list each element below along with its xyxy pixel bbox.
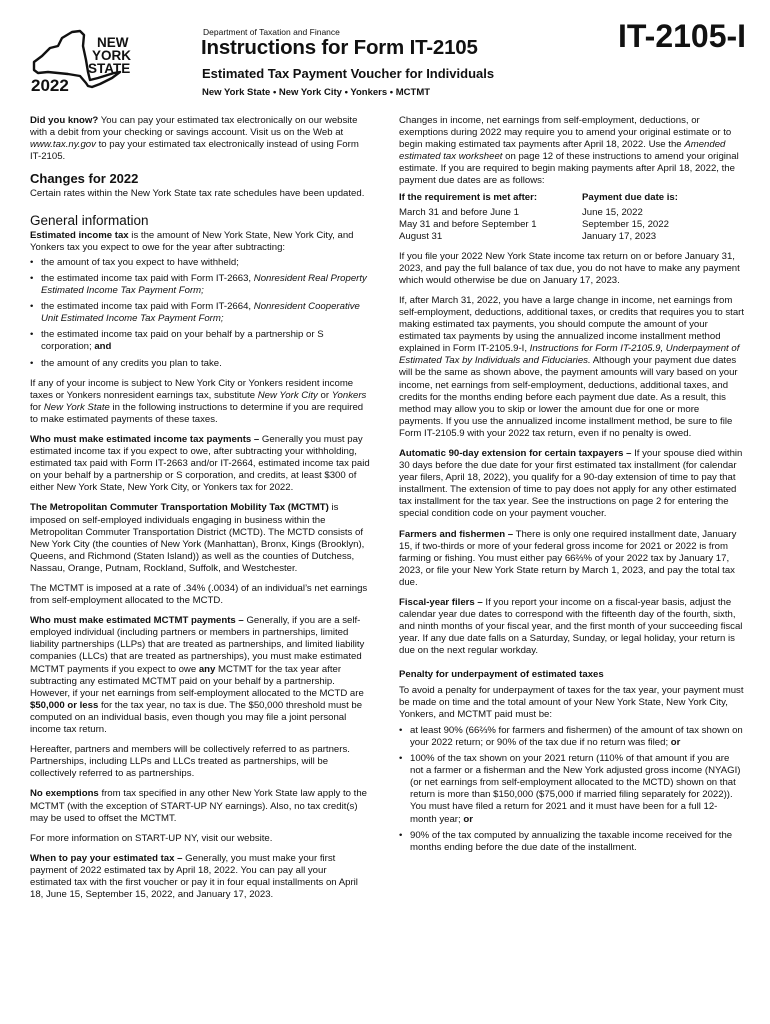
who-must-pay-mctmt-paragraph [30,615,370,736]
who-must-pay-paragraph [30,434,370,494]
list-item-or: or [670,736,681,748]
due-date-table [399,192,678,243]
website-link[interactable]: www.tax.ny.gov [30,139,96,151]
penalty-paragraph: To avoid a penalty for underpayment of taxes for the tax year, your payment must be made on time and the total amount of your New York State, New York City, Yonkers, and MCTMT paid must be: [399,684,744,720]
table-cell-due: June 15, 2022 [582,206,643,218]
logo-state: STATE [88,61,131,76]
page-title: Instructions for Form IT-2105 [201,36,478,59]
list-item-or: or [463,813,473,825]
who-must-pay-text: Generally you must pay estimated income tax if you expect to owe, after subtracting your withholding, estimated tax paid with Form IT-2663 and/or IT-2664, estimated income tax paid on your behalf by a partnership or S corporation, and credits, at least $300 of either New York State, New York City, or Yonkers tax for 2022. [30,433,370,494]
did-you-know-text: You can pay your estimated tax electronically on our website with a debit from your checking or savings account. Visit us on the Web at [30,115,358,139]
subtractions-list [30,257,370,370]
list-item [30,329,370,353]
annualized-text: If, after March 31, 2022, you have a large change in income, net earnings from self-employment, deductions, additional taxes, or credits that requires you to start making estimated tax payments, you should compute the amount of your estimated tax payments by using the annualized income installment method explained in Form IT-2105.9-I, [399,294,745,355]
jurisdiction-mctmt: MCTMT [395,87,431,98]
annualized-text: Although your payment due dates will be the same as shown above, the payment amounts will vary based on your income, net earnings from self-employment, deductions, additional taxes, and credits for the months ending before each payment due date. As a result, this method may allow you to skip or lower the amount due for one or more payments. If you use the annualized income installment method, be sure to file Form IT-2105.9 with your 2022 tax return, even if no penalty is owed. [399,355,738,439]
table-row [399,231,678,243]
list-item-text: the estimated income tax paid on your behalf by a partnership or S corporation; [41,329,324,353]
substitute-text: If any of your income is subject to New York City or Yonkers resident income taxes or Yonkers nonresident earnings tax, substitute [30,377,354,401]
farmers-text: There is only one required installment date, January 15, if two-thirds or more of your federal gross income for 2021 or 2022 is from farming or fishing. You must either pay 66⅔% of your 2022 tax by January 17, 2023, or file your New York State return by March 1, 2023, and pay the total tax due. [399,528,737,588]
did-you-know-lead: Did you know? [30,115,99,126]
substitute-text: in the following instructions to determine if you are required to make estimated payments of these taxes. [30,401,364,425]
table-header-row [399,192,678,207]
automatic-extension-paragraph [399,448,744,521]
no-exemptions-lead: No exemptions [30,788,99,800]
list-item [30,301,370,325]
who-mctmt-threshold: $50,000 or less [30,699,99,711]
list-item-text: the estimated income tax paid with Form IT-2663, [41,272,254,284]
bullet-icon: • [389,87,394,98]
table-cell-due: September 15, 2022 [582,218,669,230]
eit-lead: Estimated income tax [30,229,129,241]
changes-text: Changes in income, net earnings from self-employment, deductions, or exemptions during 2022 may require you to amend your original estimate or to begin making estimated tax payments after April 18, 2022. Use the [399,115,732,151]
eit-text: is the amount of New York State, New York City, and Yonkers tax you expect to owe for the year after subtracting: [30,229,354,253]
estimated-income-tax-paragraph [30,230,370,254]
bullet-icon: • [344,87,348,98]
list-item: • the amount of any credits you plan to take. [30,358,370,370]
no-exemptions-paragraph [30,788,370,824]
bullet-icon: • [272,87,277,98]
who-mctmt-text: MCTMT for the tax year after subtracting any estimated MCTMT paid on your behalf by a partnership. However, if your net earnings from self-employment allocated to the MCTD are [30,663,364,699]
changes-in-income-paragraph [399,115,744,188]
list-item [399,753,744,826]
jurisdictions-line [202,87,430,98]
changes-text: on page 12 of these instructions to amend your original estimate. If you are required to begin making payments after April 18, 2022, the payment due dates are as follows: [399,151,739,187]
automatic-extension-lead: Automatic 90-day extension for certain taxpayers – [399,447,632,459]
list-item-and: and [94,341,112,353]
fiscal-year-text: If you report your income on a fiscal-year basis, adjust the calendar year due dates to correspond with the fifteenth day of the fourth, sixth, and ninth months of your fiscal year, and the first month of your succeeding fiscal year. If any due date falls on a Saturday, Sunday, or legal holiday, your return is due on the next regular workday. [399,597,743,657]
changes-heading: Changes for 2022 [30,171,139,187]
table-cell-after: May 31 and before September 1 [399,218,537,230]
substitute-ital: New York City [257,389,318,401]
table-header-requirement: If the requirement is met after: [399,191,538,203]
substitute-paragraph [30,378,370,426]
logo-york: YORK [92,48,132,63]
startup-ny-paragraph: For more information on START-UP NY, visit our website. [30,832,273,844]
list-item-text: at least 90% (66⅔% for farmers and fishermen) of the amount of tax shown on your 2022 return; or 90% of the tax due if no return was filed; [410,724,743,748]
department-name: Department of Taxation and Finance [203,27,340,37]
partners-paragraph: Hereafter, partners and members will be collectively referred to as partners. Partnerships, including LLPs and LLCs treated as partnerships, will be collectively referred to as partnerships. [30,744,350,780]
substitute-ital: Yonkers [331,389,367,401]
mctmt-text: is imposed on self-employed individuals engaging in business within the Metropolitan Commuter Transportation District (MCTD). The MCTD consists of New York City (the counties of New York (Manhattan), Bronx, Kings (Brooklyn), Queens, and Richmond (Staten Island)) as well as the counties of Dutchess, Nassau, Orange, Putnam, Rockland, Suffolk, and Westchester. [30,502,365,574]
table-cell-after: August 31 [399,230,443,242]
automatic-extension-text: If your spouse died within 30 days before the due date for your first estimated tax installment (for calendar year filers, April 18, 2022), you qualify for a 90-day extension of time to pay that installment. The extension of time to pay does not apply for any other estimated tax installment for the tax year. See the instructions on page 2 for entering the special condition code on your payment voucher. [399,447,743,520]
form-title: Nonresident Real Property Estimated Income Tax Payment Form; [41,272,367,297]
penalty-list [399,725,744,854]
form-code: IT-2105-I [618,18,747,54]
no-exemptions-text: from tax specified in any other New York State law apply to the MCTMT (with the exception of START-UP NY earnings). Also, no tax credit(s) may be used to offset the MCTMT. [30,788,368,824]
form-title: Nonresident Cooperative Unit Estimated Income Tax Payment Form; [41,301,360,325]
did-you-know-text-end: to pay your estimated tax electronically instead of using Form IT-2105. [30,139,359,163]
when-to-pay-lead: When to pay your estimated tax – [30,852,183,864]
page-subtitle: Estimated Tax Payment Voucher for Individuals [202,66,495,81]
changes-paragraph: Certain rates within the New York State tax rate schedules have been updated. [30,188,365,200]
penalty-heading: Penalty for underpayment of estimated taxes [399,669,604,681]
fiscal-year-lead: Fiscal-year filers – [399,597,483,608]
file-early-paragraph: If you file your 2022 New York State income tax return on or before January 31, 2023, and pay the full balance of tax due, you do not have to make any payment which would otherwise be due on January 17, 2023. [399,250,740,286]
table-header-due-date: Payment due date is: [582,191,678,203]
worksheet-title: Amended estimated tax worksheet [399,139,726,163]
who-mctmt-text: for the tax year, no tax is due. The $50,000 threshold must be computed on an individual basis, even though you may file a joint personal income tax return. [30,699,363,736]
who-mctmt-any: any [198,663,216,675]
substitute-text: for [30,401,44,413]
list-item-text: 100% of the tax shown on your 2021 return (110% of that amount if you are not a farmer or a fisherman and the New York adjusted gross income (NYAGI) (or net earnings from self-employment allocated to the MCTD) shown on that return is more than $150,000 ($75,000 if married filing separately for 2022)). You must have filed a return for 2021 and it must have been for a full 12-month year; [410,753,741,825]
table-cell-due: January 17, 2023 [582,230,657,242]
did-you-know-paragraph [30,115,370,163]
logo-new: NEW [97,35,129,50]
list-item-text: the estimated income tax paid with Form IT-2664, [41,301,254,313]
jurisdiction-nyc: New York City [278,87,342,98]
farmers-paragraph [399,529,744,589]
list-item: • 90% of the tax computed by annualizing the taxable income received for the months ending before the due date of the installment. [399,830,744,854]
who-mctmt-text: Generally, if you are a self-employed individual (including partners or members in partnerships, limited liability partnerships (LLPs) that are treated as partnerships, and limited liability companies (LLCs) that are treated as partnerships), you must make estimated MCTMT payments if you expect to owe [30,615,365,675]
mctmt-rate-paragraph: The MCTMT is imposed at a rate of .34% (.0034) of an individual’s net earnings from self-employment allocated to the MCTD. [30,583,368,607]
left-column [30,115,370,909]
list-item [399,725,744,749]
substitute-text: or [317,389,332,401]
fiscal-year-paragraph [399,597,744,657]
jurisdiction-yonkers: Yonkers [350,87,388,98]
annualized-method-paragraph [399,295,744,440]
list-item [30,273,370,297]
when-to-pay-paragraph [30,853,370,901]
table-cell-after: March 31 and before June 1 [399,206,520,218]
general-information-heading: General information [30,212,149,228]
farmers-lead: Farmers and fishermen – [399,528,514,540]
tax-year: 2022 [31,76,69,95]
mctmt-lead: The Metropolitan Commuter Transportation Mobility Tax (MCTMT) [30,502,329,514]
table-row [399,219,678,231]
list-item: • the amount of tax you expect to have withheld; [30,257,370,269]
new-york-state-logo [28,26,158,96]
who-mctmt-lead: Who must make estimated MCTMT payments – [30,615,244,627]
jurisdiction-nys: New York State [202,87,271,98]
annualized-form-title: Instructions for Form IT-2105.9, Underpayment of Estimated Tax by Individuals and Fiduciaries. [399,343,740,367]
who-must-pay-lead: Who must make estimated income tax payments – [30,433,260,445]
table-row [399,207,678,219]
substitute-ital: New York State [43,401,110,413]
mctmt-paragraph [30,502,370,575]
when-to-pay-text: Generally, you must make your first payment of 2022 estimated tax by April 18, 2022. You can pay all your estimated tax with the first voucher or pay it in four equal installments on April 18, June 15, September 15, 2022, and January 17, 2023. [30,852,358,901]
right-column [399,115,744,862]
